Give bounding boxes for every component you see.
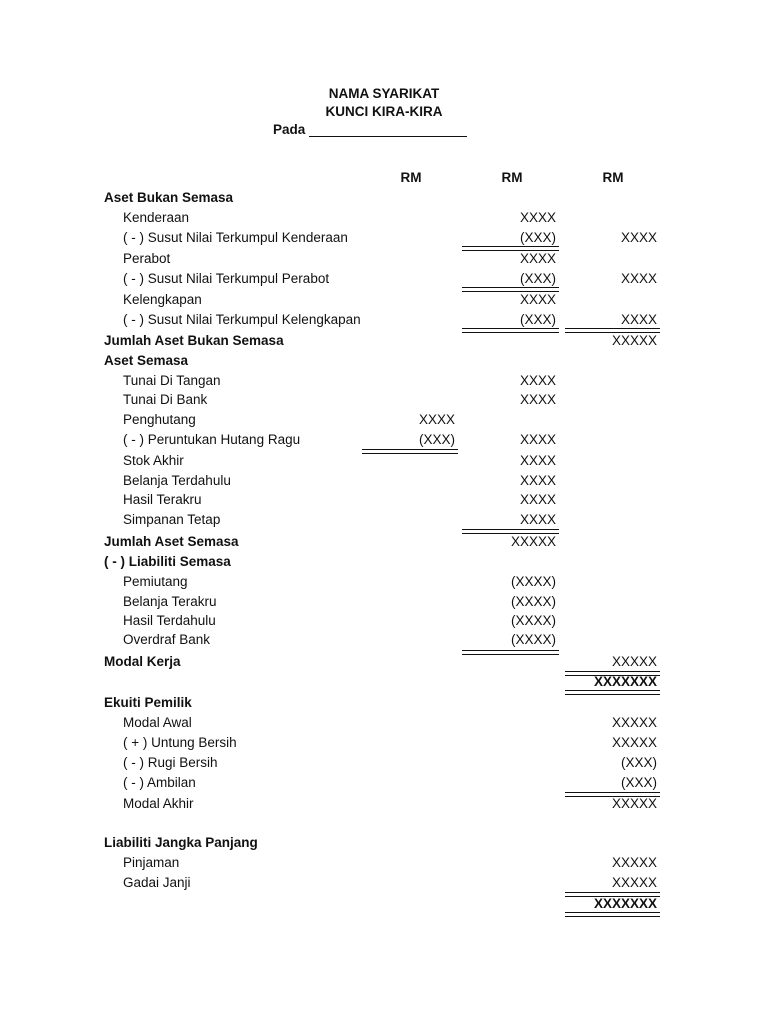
section-heading: Liabiliti Jangka Panjang [104,835,258,850]
row-value-col3: XXXX [620,312,657,327]
row-label: Simpanan Tetap [123,512,221,527]
section-heading: Aset Semasa [104,353,189,368]
row-value-col2: XXXX [519,492,556,507]
section-heading: ( - ) Liabiliti Semasa [104,554,231,569]
table-row [0,853,768,873]
row-label: Belanja Terdahulu [123,473,231,488]
row-label: Modal Akhir [123,796,194,811]
table-row [0,873,768,893]
date-blank-line [309,136,467,137]
table-row [0,430,768,450]
row-label: ( - ) Susut Nilai Terkumpul Kelengkapan [123,312,361,327]
row-value-col2: (XXX) [519,312,556,327]
row-label: ( - ) Susut Nilai Terkumpul Kenderaan [123,230,348,245]
row-label: Belanja Terakru [123,594,217,609]
working-capital-value: XXXXX [611,654,657,669]
row-label: Modal Awal [123,715,192,730]
double-underline [565,912,660,917]
row-value-col2: (XXX) [519,230,556,245]
row-value-col2: XXXX [519,251,556,266]
table-row [0,410,768,430]
row-label: Stok Akhir [123,453,184,468]
row-value-col3: XXXXX [611,715,657,730]
table-row [0,611,768,631]
section-heading-equity [0,693,768,713]
row-value-col3: XXXXX [611,855,657,870]
table-row [0,451,768,471]
company-name: NAMA SYARIKAT [328,86,440,101]
total-value: XXXXX [510,534,556,549]
table-row [0,733,768,753]
total-value: XXXXX [611,333,657,348]
total-row-non-current [0,331,768,351]
row-value-col2: XXXX [519,373,556,388]
row-value-col2: XXXX [519,392,556,407]
table-row [0,510,768,530]
total-label: Jumlah Aset Semasa [104,534,239,549]
row-value-col3: XXXXX [611,796,657,811]
row-value-col2: XXXX [519,512,556,527]
row-value-col3: XXXXX [611,875,657,890]
row-label: Penghutang [123,412,196,427]
row-label: Kelengkapan [123,292,202,307]
column-header-3: RM [602,170,624,185]
statement-title: KUNCI KIRA-KIRA [325,104,443,119]
table-row [0,713,768,733]
column-header-2: RM [501,170,523,185]
section-heading-long-term [0,833,768,853]
row-label: Overdraf Bank [123,632,211,647]
row-label: Perabot [123,251,171,266]
table-row [0,592,768,612]
working-capital-row [0,652,768,672]
row-value-col2: XXXX [519,453,556,468]
table-row [0,471,768,491]
row-value-col2: (XXXX) [510,632,556,647]
row-value-col2: (XXXX) [510,574,556,589]
column-header-1: RM [400,170,422,185]
row-value-col1: XXXX [418,412,455,427]
grand-total-value: XXXXXXX [593,896,657,911]
table-row [0,290,768,310]
table-row [0,310,768,330]
total-label: Jumlah Aset Bukan Semasa [104,333,284,348]
row-label: Pemiutang [123,574,188,589]
section-heading-current-liabilities [0,552,768,572]
date-label: Pada [273,122,306,137]
row-label: Kenderaan [123,210,190,225]
total-row-current [0,532,768,552]
row-value-col2: XXXX [519,432,556,447]
row-value-col2: (XXXX) [510,613,556,628]
row-label: Tunai Di Tangan [123,373,221,388]
table-row [0,228,768,248]
table-row [0,208,768,228]
section-heading: Ekuiti Pemilik [104,695,192,710]
table-row [0,794,768,814]
table-row [0,390,768,410]
table-row [0,249,768,269]
row-value-col1: (XXX) [418,432,455,447]
row-value-col2: (XXXX) [510,594,556,609]
row-label: Tunai Di Bank [123,392,208,407]
row-label: ( - ) Ambilan [123,775,196,790]
row-value-col2: XXXX [519,210,556,225]
row-value-col3: XXXX [620,271,657,286]
row-label: ( - ) Peruntukan Hutang Ragu [123,432,301,447]
row-value-col2: (XXX) [519,271,556,286]
working-capital-label: Modal Kerja [104,654,181,669]
row-label: Hasil Terakru [123,492,202,507]
row-value-col2: XXXX [519,292,556,307]
row-value-col3: (XXX) [620,775,657,790]
grand-total-value: XXXXXXX [593,674,657,689]
row-label: ( + ) Untung Bersih [123,735,237,750]
row-label: Gadai Janji [123,875,191,890]
row-label: Hasil Terdahulu [123,613,216,628]
row-value-col2: XXXX [519,473,556,488]
section-heading: Aset Bukan Semasa [104,190,234,205]
table-row [0,490,768,510]
section-heading-current [0,351,768,371]
row-label: Pinjaman [123,855,180,870]
section-heading-non-current [0,188,768,208]
table-row [0,572,768,592]
row-label: ( - ) Susut Nilai Terkumpul Perabot [123,271,330,286]
table-row [0,773,768,793]
grand-total-row-equity [0,894,768,914]
row-value-col3: XXXXX [611,735,657,750]
row-value-col3: XXXX [620,230,657,245]
row-label: ( - ) Rugi Bersih [123,755,218,770]
table-row [0,630,768,650]
row-value-col3: (XXX) [620,755,657,770]
table-row [0,371,768,391]
table-row [0,753,768,773]
table-row [0,269,768,289]
single-underline [565,671,660,676]
